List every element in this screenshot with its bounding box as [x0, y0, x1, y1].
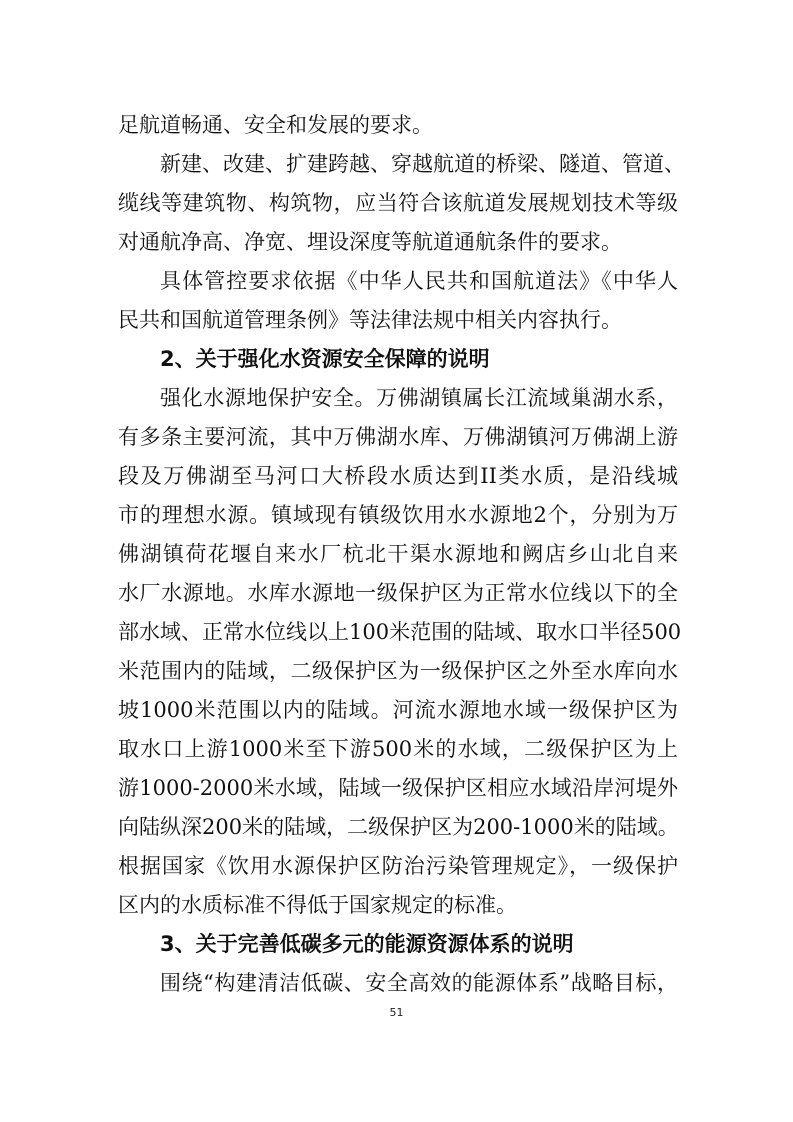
body-text-line: 区内的水质标准不得低于国家规定的标准。: [118, 893, 517, 917]
body-text-line: 市的理想水源。镇域现有镇级饮用水水源地2个，分别为万: [118, 503, 678, 527]
body-text-line: 新建、改建、扩建跨越、穿越航道的桥梁、隧道、管道、: [160, 152, 685, 176]
body-text-line: 缆线等建筑物、构筑物，应当符合该航道发展规划技术等级: [118, 191, 678, 215]
body-text-line: 围绕“构建清洁低碳、安全高效的能源体系”战略目标，: [160, 971, 678, 995]
body-text-line: 佛湖镇荷花堰自来水厂杭北干渠水源地和阙店乡山北自来: [118, 542, 678, 566]
body-text-line: 米范围内的陆域，二级保护区为一级保护区之外至水库向水: [118, 659, 678, 683]
section-heading: 2、关于强化水资源安全保障的说明: [160, 347, 490, 371]
body-text-line: 足航道畅通、安全和发展的要求。: [118, 113, 433, 137]
body-text-line: 根据国家《饮用水源保护区防治污染管理规定》，一级保护: [118, 854, 678, 878]
page-number: 51: [389, 1006, 404, 1019]
body-text-line: 部水域、正常水位线以上100米范围的陆域、取水口半径500: [118, 620, 682, 644]
body-text-line: 强化水源地保护安全。万佛湖镇属长江流域巢湖水系，: [160, 386, 678, 410]
section-heading: 3、关于完善低碳多元的能源资源体系的说明: [160, 932, 574, 956]
body-text-line: 对通航净高、净宽、埋设深度等航道通航条件的要求。: [118, 230, 622, 254]
body-text-line: 有多条主要河流，其中万佛湖水库、万佛湖镇河万佛湖上游: [118, 425, 678, 449]
body-text-line: 具体管控要求依据《中华人民共和国航道法》《中华人: [160, 269, 678, 293]
body-text-line: 段及万佛湖至马河口大桥段水质达到II类水质，是沿线城: [118, 464, 678, 488]
body-text-line: 坡1000米范围以内的陆域。河流水源地水域一级保护区为: [118, 698, 678, 722]
body-text-line: 民共和国航道管理条例》等法律法规中相关内容执行。: [118, 308, 622, 332]
body-text-line: 游1000-2000米水域，陆域一级保护区相应水域沿岸河堤外: [118, 776, 678, 800]
body-text-line: 向陆纵深200米的陆域，二级保护区为200-1000米的陆域。: [118, 815, 679, 839]
body-text-line: 水厂水源地。水库水源地一级保护区为正常水位线以下的全: [118, 581, 678, 605]
body-text-line: 取水口上游1000米至下游500米的水域，二级保护区为上: [118, 737, 678, 761]
